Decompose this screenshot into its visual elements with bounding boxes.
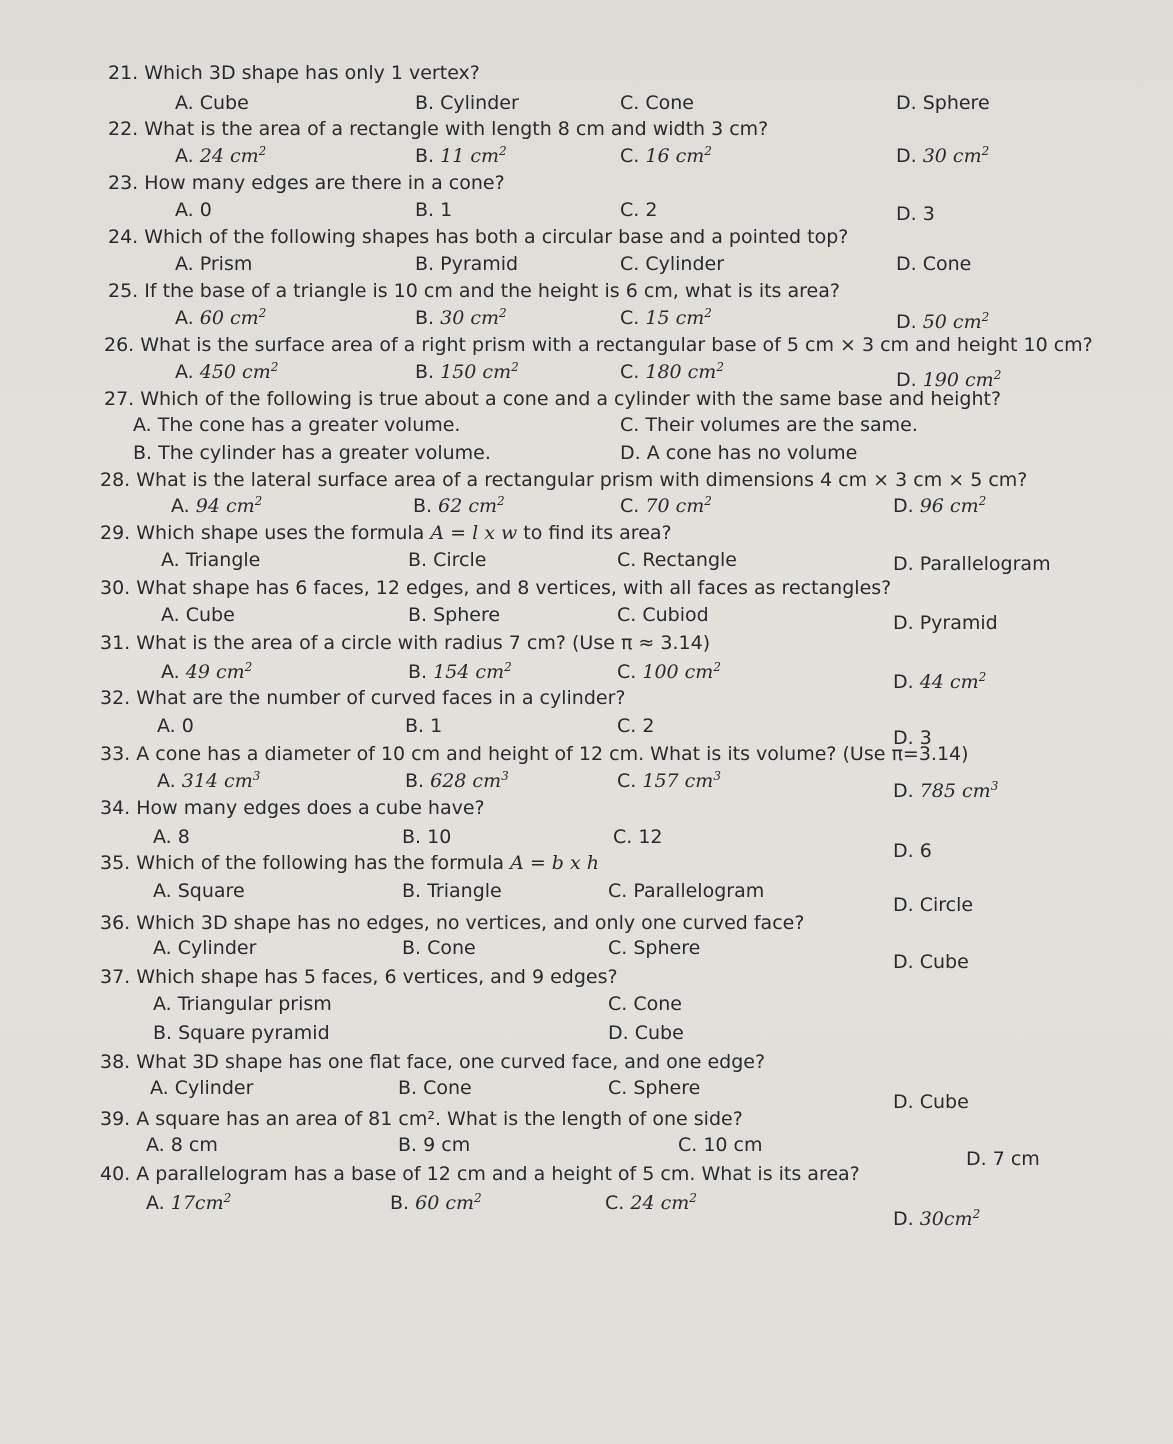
question-35-option-b: B. Triangle [402,880,502,902]
question-text: 30. What shape has 6 faces, 12 edges, and 8 vertices, with all faces as rectangles? [100,577,892,599]
question-23-option-a: A. 0 [175,199,212,221]
question-29-option-d: D. Parallelogram [893,553,1051,575]
question-36-option-c: C. Sphere [608,937,701,959]
question-33-option-d: D. 785 $cm^3$ [893,779,999,802]
question-36-option-d: D. Cube [893,951,969,973]
question-26-option-a: A. 450 $cm^2$ [175,360,279,383]
question-26-option-d: D. 190 $cm^2$ [896,368,1002,391]
question-text: 23. How many edges are there in a cone? [108,172,505,194]
question-40-option-d: D. $30cm^2$ [893,1207,981,1230]
question-text: 36. Which 3D shape has no edges, no vertices, and only one curved face? [100,912,805,934]
question-29-option-b: B. Circle [408,549,487,571]
question-27-option-d: D. A cone has no volume [620,442,858,464]
question-21-stem [108,62,480,84]
question-38-option-c: C. Sphere [608,1077,701,1099]
question-35-option-a: A. Square [153,880,245,902]
question-28-option-d: D. 96 $cm^2$ [893,494,987,517]
question-21-option-b: B. Cylinder [415,92,519,114]
question-text: 37. Which shape has 5 faces, 6 vertices, and 9 edges? [100,966,618,988]
question-39-option-c: C. 10 cm [678,1134,763,1156]
question-text: 28. What is the lateral surface area of a rectangular prism with dimensions 4 cm × 3 cm × 5 cm? [100,469,1028,491]
question-38-option-a: A. Cylinder [150,1077,254,1099]
question-32-option-b: B. 1 [405,715,443,737]
question-31-option-b: B. 154 $cm^2$ [408,660,512,683]
question-35-option-c: C. Parallelogram [608,880,765,902]
question-text: 29. Which shape uses the formula [100,522,425,544]
question-29-stem [100,522,672,544]
question-text: 26. What is the surface area of a right prism with a rectangular base of 5 cm × 3 cm and height 10 cm? [104,334,1093,356]
question-26-option-b: B. 150 $cm^2$ [415,360,519,383]
question-21-option-c: C. Cone [620,92,694,114]
question-text: 40. A parallelogram has a base of 12 cm and a height of 5 cm. What is its area? [100,1163,860,1185]
question-30-option-a: A. Cube [161,604,235,626]
question-34-stem [100,797,485,819]
question-37-option-c: C. Cone [608,993,682,1015]
question-37-stem [100,966,618,988]
question-28-stem [100,469,1027,491]
question-text: 21. Which 3D shape has only 1 vertex? [108,62,480,84]
question-text: 35. Which of the following has the formula [100,852,505,874]
question-25-option-b: B. 30 $cm^2$ [415,306,507,329]
question-23-option-d: D. 3 [896,203,935,225]
question-text: 24. Which of the following shapes has both a circular base and a pointed top? [108,226,849,248]
question-33-option-c: C. 157 $cm^3$ [617,769,721,792]
formula: A = l x w [424,522,524,544]
question-33-option-a: A. 314 $cm^3$ [157,769,261,792]
question-39-option-d: D. 7 cm [966,1148,1040,1170]
question-26-option-c: C. 180 $cm^2$ [620,360,724,383]
question-33-stem [100,743,969,765]
question-31-stem [100,632,710,654]
question-32-option-d: D. 3 [893,727,932,749]
question-38-option-b: B. Cone [398,1077,472,1099]
question-text: 38. What 3D shape has one flat face, one curved face, and one edge? [100,1051,766,1073]
question-23-option-c: C. 2 [620,199,658,221]
question-22-option-d: D. 30 $cm^2$ [896,144,990,167]
question-36-option-b: B. Cone [402,937,476,959]
question-28-option-b: B. 62 $cm^2$ [413,494,505,517]
question-21-option-d: D. Sphere [896,92,990,114]
question-36-stem [100,912,804,934]
question-28-option-a: A. 94 $cm^2$ [171,494,263,517]
question-40-option-a: A. $17cm^2$ [146,1191,232,1214]
question-34-option-a: A. 8 [153,826,190,848]
question-31-option-d: D. 44 $cm^2$ [893,670,987,693]
question-35-option-d: D. Circle [893,894,974,916]
question-22-option-b: B. 11 $cm^2$ [415,144,507,167]
question-31-option-a: A. 49 $cm^2$ [161,660,253,683]
question-25-stem [108,280,840,302]
question-40-option-c: C. 24 $cm^2$ [605,1191,697,1214]
question-38-stem [100,1051,765,1073]
question-24-option-d: D. Cone [896,253,972,275]
question-25-option-c: C. 15 $cm^2$ [620,306,712,329]
question-27-option-c: C. Their volumes are the same. [620,414,918,436]
question-29-option-c: C. Rectangle [617,549,737,571]
question-34-option-d: D. 6 [893,840,932,862]
question-32-option-a: A. 0 [157,715,194,737]
question-22-option-a: A. 24 $cm^2$ [175,144,267,167]
question-33-option-b: B. 628 $cm^3$ [405,769,509,792]
question-text: 25. If the base of a triangle is 10 cm and the height is 6 cm, what is its area? [108,280,840,302]
question-29-option-a: A. Triangle [161,549,261,571]
question-40-option-b: B. 60 $cm^2$ [390,1191,482,1214]
question-text: 27. Which of the following is true about a cone and a cylinder with the same base and height? [104,388,1002,410]
question-37-option-a: A. Triangular prism [153,993,332,1015]
question-28-option-c: C. 70 $cm^2$ [620,494,712,517]
question-32-option-c: C. 2 [617,715,655,737]
question-text: 34. How many edges does a cube have? [100,797,485,819]
question-22-stem [108,118,768,140]
question-32-stem [100,687,625,709]
question-text: 31. What is the area of a circle with radius 7 cm? (Use π ≈ 3.14) [100,632,711,654]
question-24-stem [108,226,848,248]
question-30-option-d: D. Pyramid [893,612,998,634]
question-26-stem [104,334,1093,356]
question-21-option-a: A. Cube [175,92,249,114]
formula: A = b x h [504,852,599,874]
question-text: 22. What is the area of a rectangle with length 8 cm and width 3 cm? [108,118,769,140]
question-30-option-b: B. Sphere [408,604,501,626]
question-34-option-b: B. 10 [402,826,452,848]
question-22-option-c: C. 16 $cm^2$ [620,144,712,167]
question-23-option-b: B. 1 [415,199,453,221]
question-24-option-a: A. Prism [175,253,253,275]
question-23-stem [108,172,505,194]
question-39-stem [100,1108,743,1130]
question-38-option-d: D. Cube [893,1091,969,1113]
question-27-stem [104,388,1001,410]
question-25-option-a: A. 60 $cm^2$ [175,306,267,329]
question-35-stem [100,852,599,874]
question-text: 33. A cone has a diameter of 10 cm and height of 12 cm. What is its volume? (Use π=3.14) [100,743,969,765]
question-text: 39. A square has an area of 81 cm². What is the length of one side? [100,1108,743,1130]
question-text: 32. What are the number of curved faces in a cylinder? [100,687,626,709]
question-31-option-c: C. 100 $cm^2$ [617,660,721,683]
question-37-option-d: D. Cube [608,1022,684,1044]
question-25-option-d: D. 50 $cm^2$ [896,310,990,333]
question-34-option-c: C. 12 [613,826,663,848]
question-30-stem [100,577,891,599]
question-37-option-b: B. Square pyramid [153,1022,330,1044]
question-24-option-b: B. Pyramid [415,253,519,275]
question-27-option-a: A. The cone has a greater volume. [133,414,461,436]
question-39-option-b: B. 9 cm [398,1134,471,1156]
question-30-option-c: C. Cubiod [617,604,709,626]
question-24-option-c: C. Cylinder [620,253,725,275]
question-40-stem [100,1163,860,1185]
question-text-tail: to find its area? [523,522,672,544]
question-39-option-a: A. 8 cm [146,1134,218,1156]
question-36-option-a: A. Cylinder [153,937,257,959]
question-27-option-b: B. The cylinder has a greater volume. [133,442,491,464]
